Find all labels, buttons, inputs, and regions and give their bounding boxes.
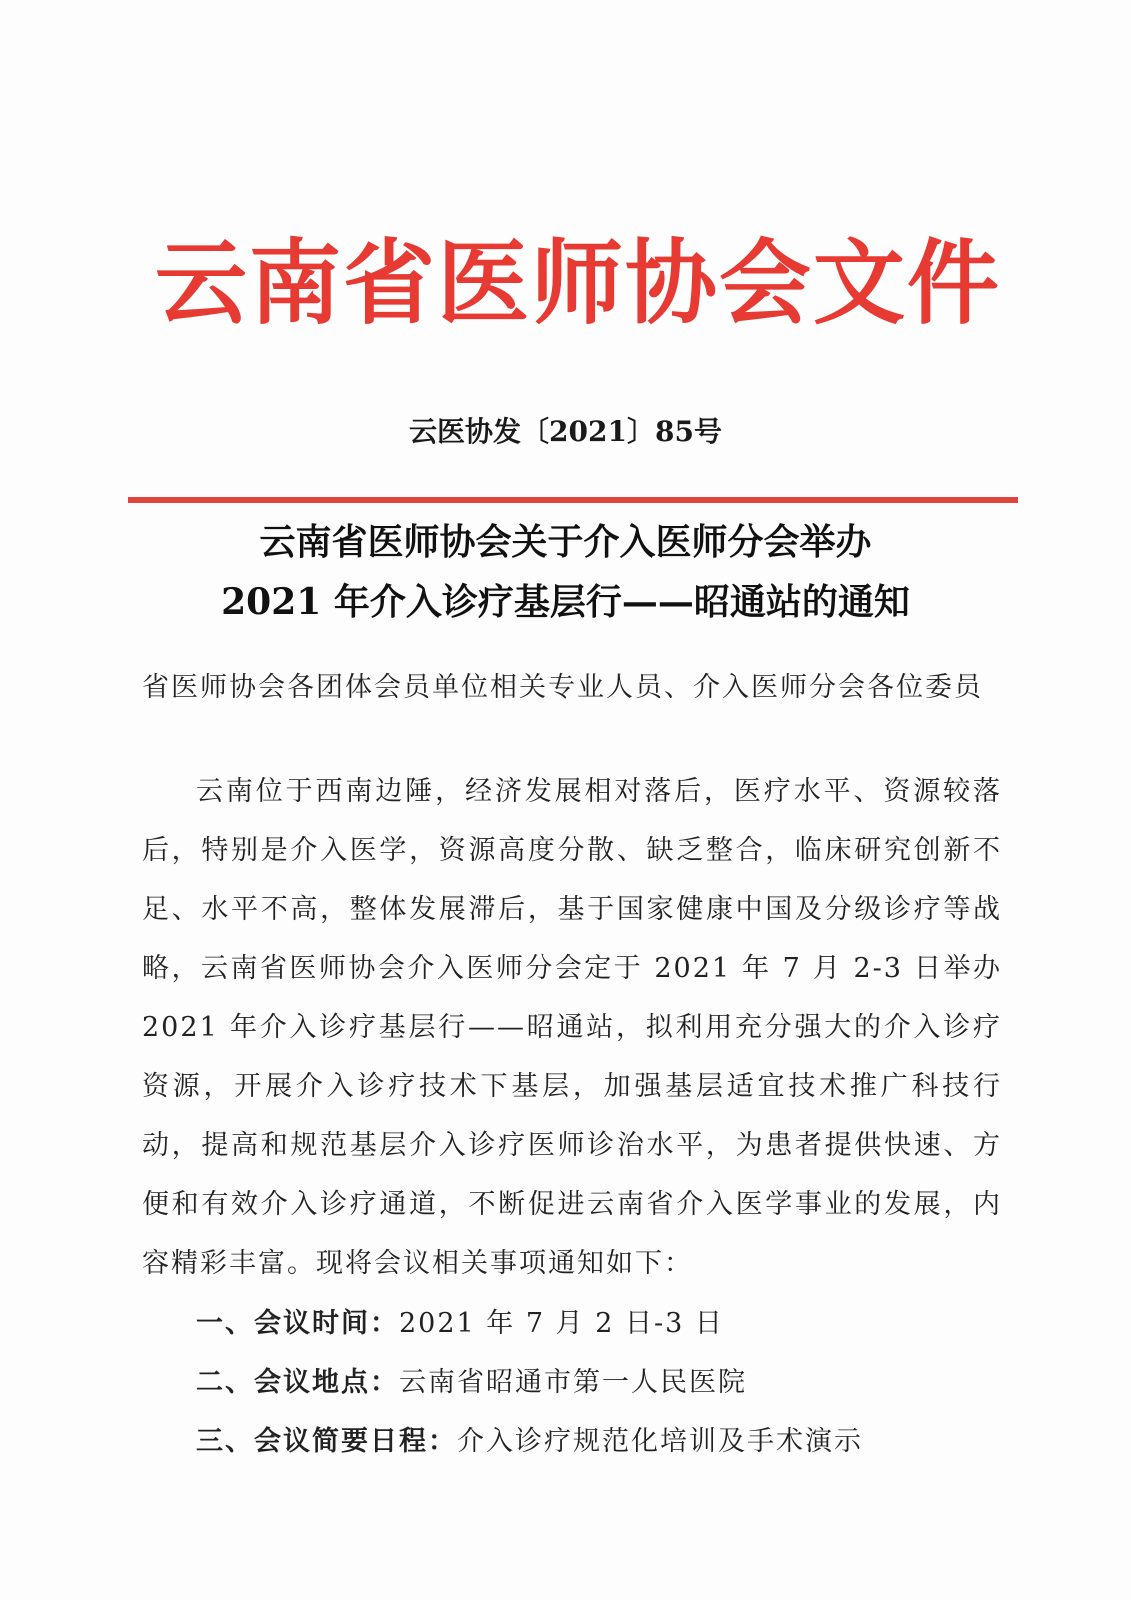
- meeting-time-item: [196, 1304, 1006, 1344]
- item-label: 一、会议时间：: [196, 1308, 399, 1339]
- document-number: 云医协发〔2021〕85号: [409, 415, 722, 448]
- body-paragraph: 云南位于西南边陲，经济发展相对落后，医疗水平、资源较落后，特别是介入医学，资源高度分散、缺乏整合，临床研究创新不足、水平不高，整体发展滞后，基于国家健康中国及分级诊疗等战略，云南省医师协会介入医师分会定于 2021 年 7 月 2-3 日举办 2021 年介入诊疗基层行——昭通站，拟利用充分强大的介入诊疗资源，开展介入诊疗技术下基层，加强基层适宜技术推广科技行动，提高和规范基层介入诊疗医师诊治水平，为患者提供快速、方便和有效介入诊疗通道，不断促进云南省介入医学事业的发展，内容精彩丰富。现将会议相关事项通知如下：: [142, 776, 1002, 1279]
- item-value: 云南省昭通市第一人民医院: [399, 1367, 747, 1398]
- org-document-header: 云南省医师协会文件: [154, 229, 1001, 337]
- item-value: 介入诊疗规范化培训及手术演示: [457, 1426, 863, 1457]
- notice-title-line-1: 云南省医师协会关于介入医师分会举办: [259, 521, 872, 563]
- item-value: 2021 年 7 月 2 日-3 日: [399, 1308, 724, 1339]
- red-divider-rule: [128, 497, 1018, 503]
- addressee: 省医师协会各团体会员单位相关专业人员、介入医师分会各位委员: [142, 672, 983, 703]
- meeting-schedule-item: [196, 1422, 1006, 1462]
- notice-title-line-2: 2021 年介入诊疗基层行——昭通站的通知: [221, 581, 910, 623]
- meeting-location-item: [196, 1363, 1006, 1403]
- item-label: 二、会议地点：: [196, 1367, 399, 1398]
- item-label: 三、会议简要日程：: [196, 1426, 457, 1457]
- notice-title: [0, 512, 1131, 632]
